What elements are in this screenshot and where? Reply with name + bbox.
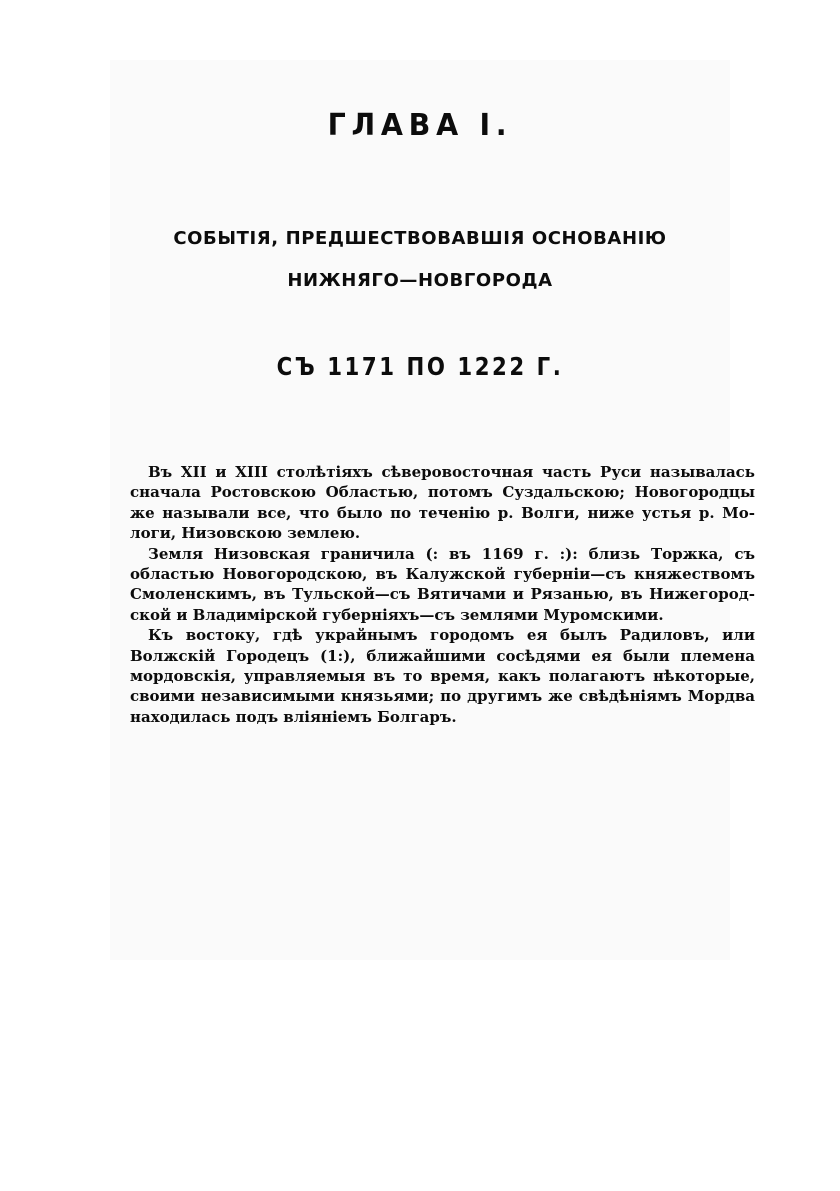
body-text [130, 462, 755, 727]
text-line: ской и Владимірской губерніяхъ—съ землями Муромскими. [130, 605, 664, 624]
subtitle-line-2: НИЖНЯГО—НОВГОРОДА [287, 270, 553, 291]
text-line: логи, Низовскою землею. [130, 524, 361, 543]
text-line: мордовскія, управляемыя въ то время, какъ полагаютъ нѣкоторые, [130, 666, 755, 685]
chapter-title: ГЛАВА I. [327, 108, 513, 143]
text-line: же называли все, что было по теченію р. Волги, ниже устья р. Мо- [130, 503, 755, 522]
subtitle-line-1: СОБЫТІЯ, ПРЕДШЕСТВОВАВШІЯ ОСНОВАНІЮ [173, 228, 667, 249]
date-range: СЪ 1171 ПО 1222 Г. [276, 352, 564, 381]
text-line: Земля Низовская граничила (: въ 1169 г. :): близь Торжка, съ [148, 544, 755, 563]
text-line: Смоленскимъ, въ Тульской—съ Вятичами и Рязанью, въ Нижегород- [130, 585, 755, 604]
text-line: Въ XII и XIII столѣтіяхъ сѣверовосточная часть Руси называлась [148, 463, 755, 481]
text-line: Волжскій Городецъ (1:), ближайшими сосѣдями ея были племена [130, 646, 755, 665]
text-line: областью Новогородскою, въ Калужской губерніи—съ княжествомъ [130, 564, 755, 583]
text-line: сначала Ростовскою Областью, потомъ Суздальскою; Новогородцы [130, 483, 755, 502]
text-line: находилась подъ вліяніемъ Болгаръ. [130, 707, 457, 726]
text-line: Къ востоку, гдѣ украйнымъ городомъ ея былъ Радиловъ, или [148, 626, 755, 645]
text-line: своими независимыми князьями; по другимъ же свѣдѣніямъ Мордва [130, 687, 755, 706]
